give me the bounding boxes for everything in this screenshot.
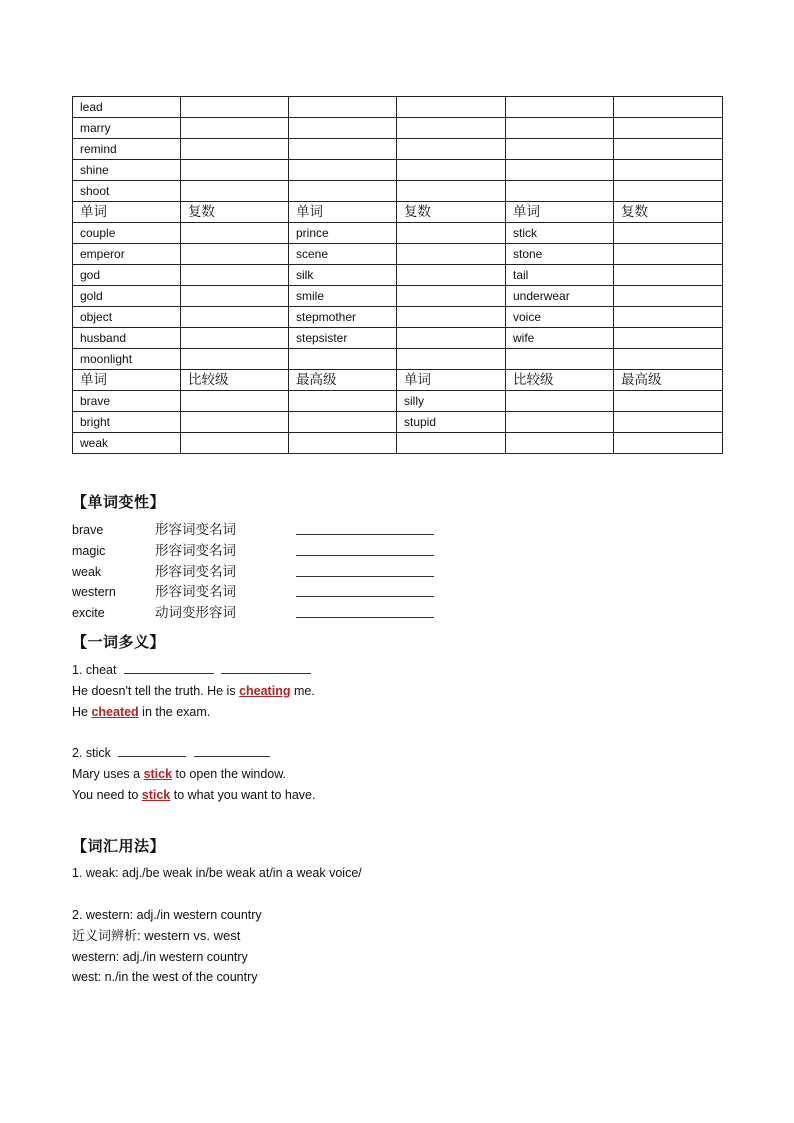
table-cell-blank[interactable] — [289, 118, 397, 139]
table-header-cell: 单词 — [506, 202, 614, 223]
table-cell-blank[interactable] — [614, 265, 723, 286]
table-row — [73, 97, 723, 118]
highlighted-word: stick — [143, 767, 173, 781]
answer-blank[interactable] — [296, 576, 434, 577]
derivation-type: 形容词变名词 — [155, 584, 236, 600]
table-header-row — [73, 370, 723, 391]
derivation-type: 形容词变名词 — [155, 563, 236, 579]
answer-blank[interactable] — [296, 617, 434, 618]
table-row — [73, 307, 723, 328]
table-cell-blank[interactable] — [506, 391, 614, 412]
table-cell-blank[interactable] — [397, 265, 506, 286]
table-cell-blank[interactable] — [289, 139, 397, 160]
table-cell-blank[interactable] — [397, 307, 506, 328]
derivation-word: western — [72, 585, 116, 600]
table-cell: underwear — [506, 286, 614, 307]
table-row — [73, 433, 723, 454]
table-cell-blank[interactable] — [614, 328, 723, 349]
answer-blank[interactable] — [118, 744, 186, 757]
derivation-word: magic — [72, 543, 106, 558]
answer-blank[interactable] — [221, 661, 311, 674]
answer-blank[interactable] — [296, 596, 434, 597]
table-row — [73, 286, 723, 307]
table-cell-blank[interactable] — [181, 118, 289, 139]
polysemy-title: 【一词多义】 — [72, 634, 166, 651]
table-cell-blank[interactable] — [181, 349, 289, 370]
table-header-cell: 复数 — [397, 202, 506, 223]
answer-blank[interactable] — [124, 661, 214, 674]
table-cell: object — [73, 307, 181, 328]
table-cell-blank[interactable] — [506, 349, 614, 370]
example-sentence — [72, 765, 286, 783]
table-header-cell: 比较级 — [506, 370, 614, 391]
highlighted-word: cheated — [91, 705, 139, 719]
table-row — [73, 328, 723, 349]
table-cell: stone — [506, 244, 614, 265]
table-cell: brave — [73, 391, 181, 412]
highlighted-word: cheating — [239, 684, 291, 698]
table-cell-blank[interactable] — [506, 160, 614, 181]
derivation-word: brave — [72, 523, 104, 537]
highlighted-word: stick — [141, 788, 171, 802]
derivation-type: 动词变形容词 — [155, 605, 236, 621]
table-header-cell: 复数 — [181, 202, 289, 223]
table-cell-blank[interactable] — [181, 307, 289, 328]
table-cell-blank[interactable] — [614, 223, 723, 244]
table-cell: wife — [506, 328, 614, 349]
sentence-text: me. — [290, 684, 315, 698]
derivation-type: 形容词变名词 — [155, 542, 236, 558]
table-header-cell: 比较级 — [181, 370, 289, 391]
table-header-cell: 最高级 — [289, 370, 397, 391]
table-cell: shoot — [73, 181, 181, 202]
table-header-cell: 单词 — [397, 370, 506, 391]
table-cell: silly — [397, 391, 506, 412]
answer-blank[interactable] — [296, 534, 434, 535]
table-cell-blank[interactable] — [506, 97, 614, 118]
usage-line: western: adj./in western country — [72, 950, 248, 964]
derivation-type: 形容词变名词 — [155, 522, 236, 537]
table-cell-blank[interactable] — [614, 181, 723, 202]
table-cell-blank[interactable] — [289, 349, 397, 370]
table-cell-blank[interactable] — [289, 97, 397, 118]
table-cell: emperor — [73, 244, 181, 265]
table-cell-blank[interactable] — [614, 118, 723, 139]
usage-line: 近义词辨析: western vs. west — [72, 928, 241, 943]
derivation-word: weak — [72, 564, 102, 579]
table-cell: stepsister — [289, 328, 397, 349]
table-cell: stepmother — [289, 307, 397, 328]
table-header-row — [73, 202, 723, 223]
table-cell-blank[interactable] — [181, 265, 289, 286]
table-cell-blank[interactable] — [397, 286, 506, 307]
table-cell-blank[interactable] — [289, 412, 397, 433]
table-row — [73, 223, 723, 244]
usage-line: 1. weak: adj./be weak in/be weak at/in a weak voice/ — [72, 866, 362, 880]
table-cell: moonlight — [73, 349, 181, 370]
table-cell-blank[interactable] — [181, 97, 289, 118]
sentence-text: He doesn't tell the truth. He is — [72, 684, 240, 698]
table-cell-blank[interactable] — [289, 433, 397, 454]
table-cell: shine — [73, 160, 181, 181]
derivation-word: excite — [72, 606, 105, 621]
table-header-cell: 最高级 — [614, 370, 723, 391]
table-row — [73, 244, 723, 265]
table-cell: voice — [506, 307, 614, 328]
table-cell-blank[interactable] — [181, 181, 289, 202]
table-cell-blank[interactable] — [181, 286, 289, 307]
sentence-text: to open the window. — [172, 767, 287, 781]
table-cell-blank[interactable] — [289, 391, 397, 412]
table-cell-blank[interactable] — [397, 349, 506, 370]
derivation-row — [72, 603, 472, 624]
usage-line: west: n./in the west of the country — [72, 970, 258, 984]
table-cell-blank[interactable] — [614, 391, 723, 412]
table-cell: god — [73, 265, 181, 286]
table-cell: lead — [73, 97, 181, 118]
example-sentence — [72, 682, 315, 700]
table-cell-blank[interactable] — [506, 433, 614, 454]
table-cell-blank[interactable] — [181, 244, 289, 265]
usage-line: 2. western: adj./in western country — [72, 908, 262, 922]
table-cell: silk — [289, 265, 397, 286]
table-row — [73, 160, 723, 181]
table-cell-blank[interactable] — [614, 412, 723, 433]
table-row — [73, 391, 723, 412]
table-header-cell: 单词 — [73, 370, 181, 391]
table-cell-blank[interactable] — [614, 286, 723, 307]
table-row — [73, 265, 723, 286]
table-cell-blank[interactable] — [181, 328, 289, 349]
table-cell: remind — [73, 139, 181, 160]
sentence-text: in the exam. — [138, 705, 211, 719]
table-row — [73, 349, 723, 370]
table-cell: tail — [506, 265, 614, 286]
polysemy-word-label: 1. cheat — [72, 663, 117, 677]
table-cell: stick — [506, 223, 614, 244]
table-cell-blank[interactable] — [181, 391, 289, 412]
table-cell-blank[interactable] — [181, 412, 289, 433]
table-cell: couple — [73, 223, 181, 244]
table-cell-blank[interactable] — [614, 307, 723, 328]
table-cell: prince — [289, 223, 397, 244]
table-cell-blank[interactable] — [614, 139, 723, 160]
table-cell-blank[interactable] — [397, 160, 506, 181]
table-header-cell: 单词 — [289, 202, 397, 223]
table-cell-blank[interactable] — [289, 160, 397, 181]
table-cell: smile — [289, 286, 397, 307]
table-cell-blank[interactable] — [289, 181, 397, 202]
table-cell-blank[interactable] — [181, 433, 289, 454]
answer-blank[interactable] — [296, 555, 434, 556]
table-cell-blank[interactable] — [506, 118, 614, 139]
sentence-text: You need to — [72, 788, 142, 802]
table-cell: gold — [73, 286, 181, 307]
table-cell-blank[interactable] — [506, 181, 614, 202]
table-cell-blank[interactable] — [397, 223, 506, 244]
usage-title: 【词汇用法】 — [72, 838, 166, 855]
derivation-row — [72, 520, 472, 541]
derivation-row — [72, 562, 472, 583]
sentence-text: Mary uses a — [72, 767, 144, 781]
table-row — [73, 412, 723, 433]
sentence-text: He — [72, 705, 92, 719]
vocabulary-table — [72, 96, 723, 454]
table-cell-blank[interactable] — [614, 349, 723, 370]
table-cell-blank[interactable] — [181, 139, 289, 160]
table-cell: stupid — [397, 412, 506, 433]
table-cell-blank[interactable] — [614, 433, 723, 454]
table-cell-blank[interactable] — [397, 181, 506, 202]
table-header-cell: 复数 — [614, 202, 723, 223]
table-cell-blank[interactable] — [506, 139, 614, 160]
table-cell-blank[interactable] — [181, 160, 289, 181]
table-header-cell: 单词 — [73, 202, 181, 223]
table-cell: bright — [73, 412, 181, 433]
table-cell: scene — [289, 244, 397, 265]
table-cell-blank[interactable] — [397, 244, 506, 265]
derivation-row — [72, 541, 472, 562]
table-cell-blank[interactable] — [397, 118, 506, 139]
table-cell-blank[interactable] — [614, 97, 723, 118]
example-sentence — [72, 786, 315, 804]
derivation-list — [72, 520, 472, 624]
table-row — [73, 181, 723, 202]
table-cell-blank[interactable] — [397, 97, 506, 118]
example-sentence — [72, 703, 210, 721]
table-cell: husband — [73, 328, 181, 349]
table-row — [73, 139, 723, 160]
table-cell-blank[interactable] — [506, 412, 614, 433]
table-cell-blank[interactable] — [614, 244, 723, 265]
polysemy-word-label: 2. stick — [72, 746, 111, 760]
sentence-text: to what you want to have. — [170, 788, 316, 802]
polysemy-stick-heading — [72, 744, 270, 762]
table-row — [73, 118, 723, 139]
table-cell-blank[interactable] — [397, 328, 506, 349]
table-cell: marry — [73, 118, 181, 139]
table-cell-blank[interactable] — [614, 160, 723, 181]
polysemy-cheat-heading — [72, 661, 311, 679]
derivation-row — [72, 582, 472, 603]
derivation-title: 【单词变性】 — [72, 494, 166, 511]
table-cell-blank[interactable] — [397, 433, 506, 454]
table-cell: weak — [73, 433, 181, 454]
answer-blank[interactable] — [194, 744, 270, 757]
table-cell-blank[interactable] — [181, 223, 289, 244]
table-cell-blank[interactable] — [397, 139, 506, 160]
